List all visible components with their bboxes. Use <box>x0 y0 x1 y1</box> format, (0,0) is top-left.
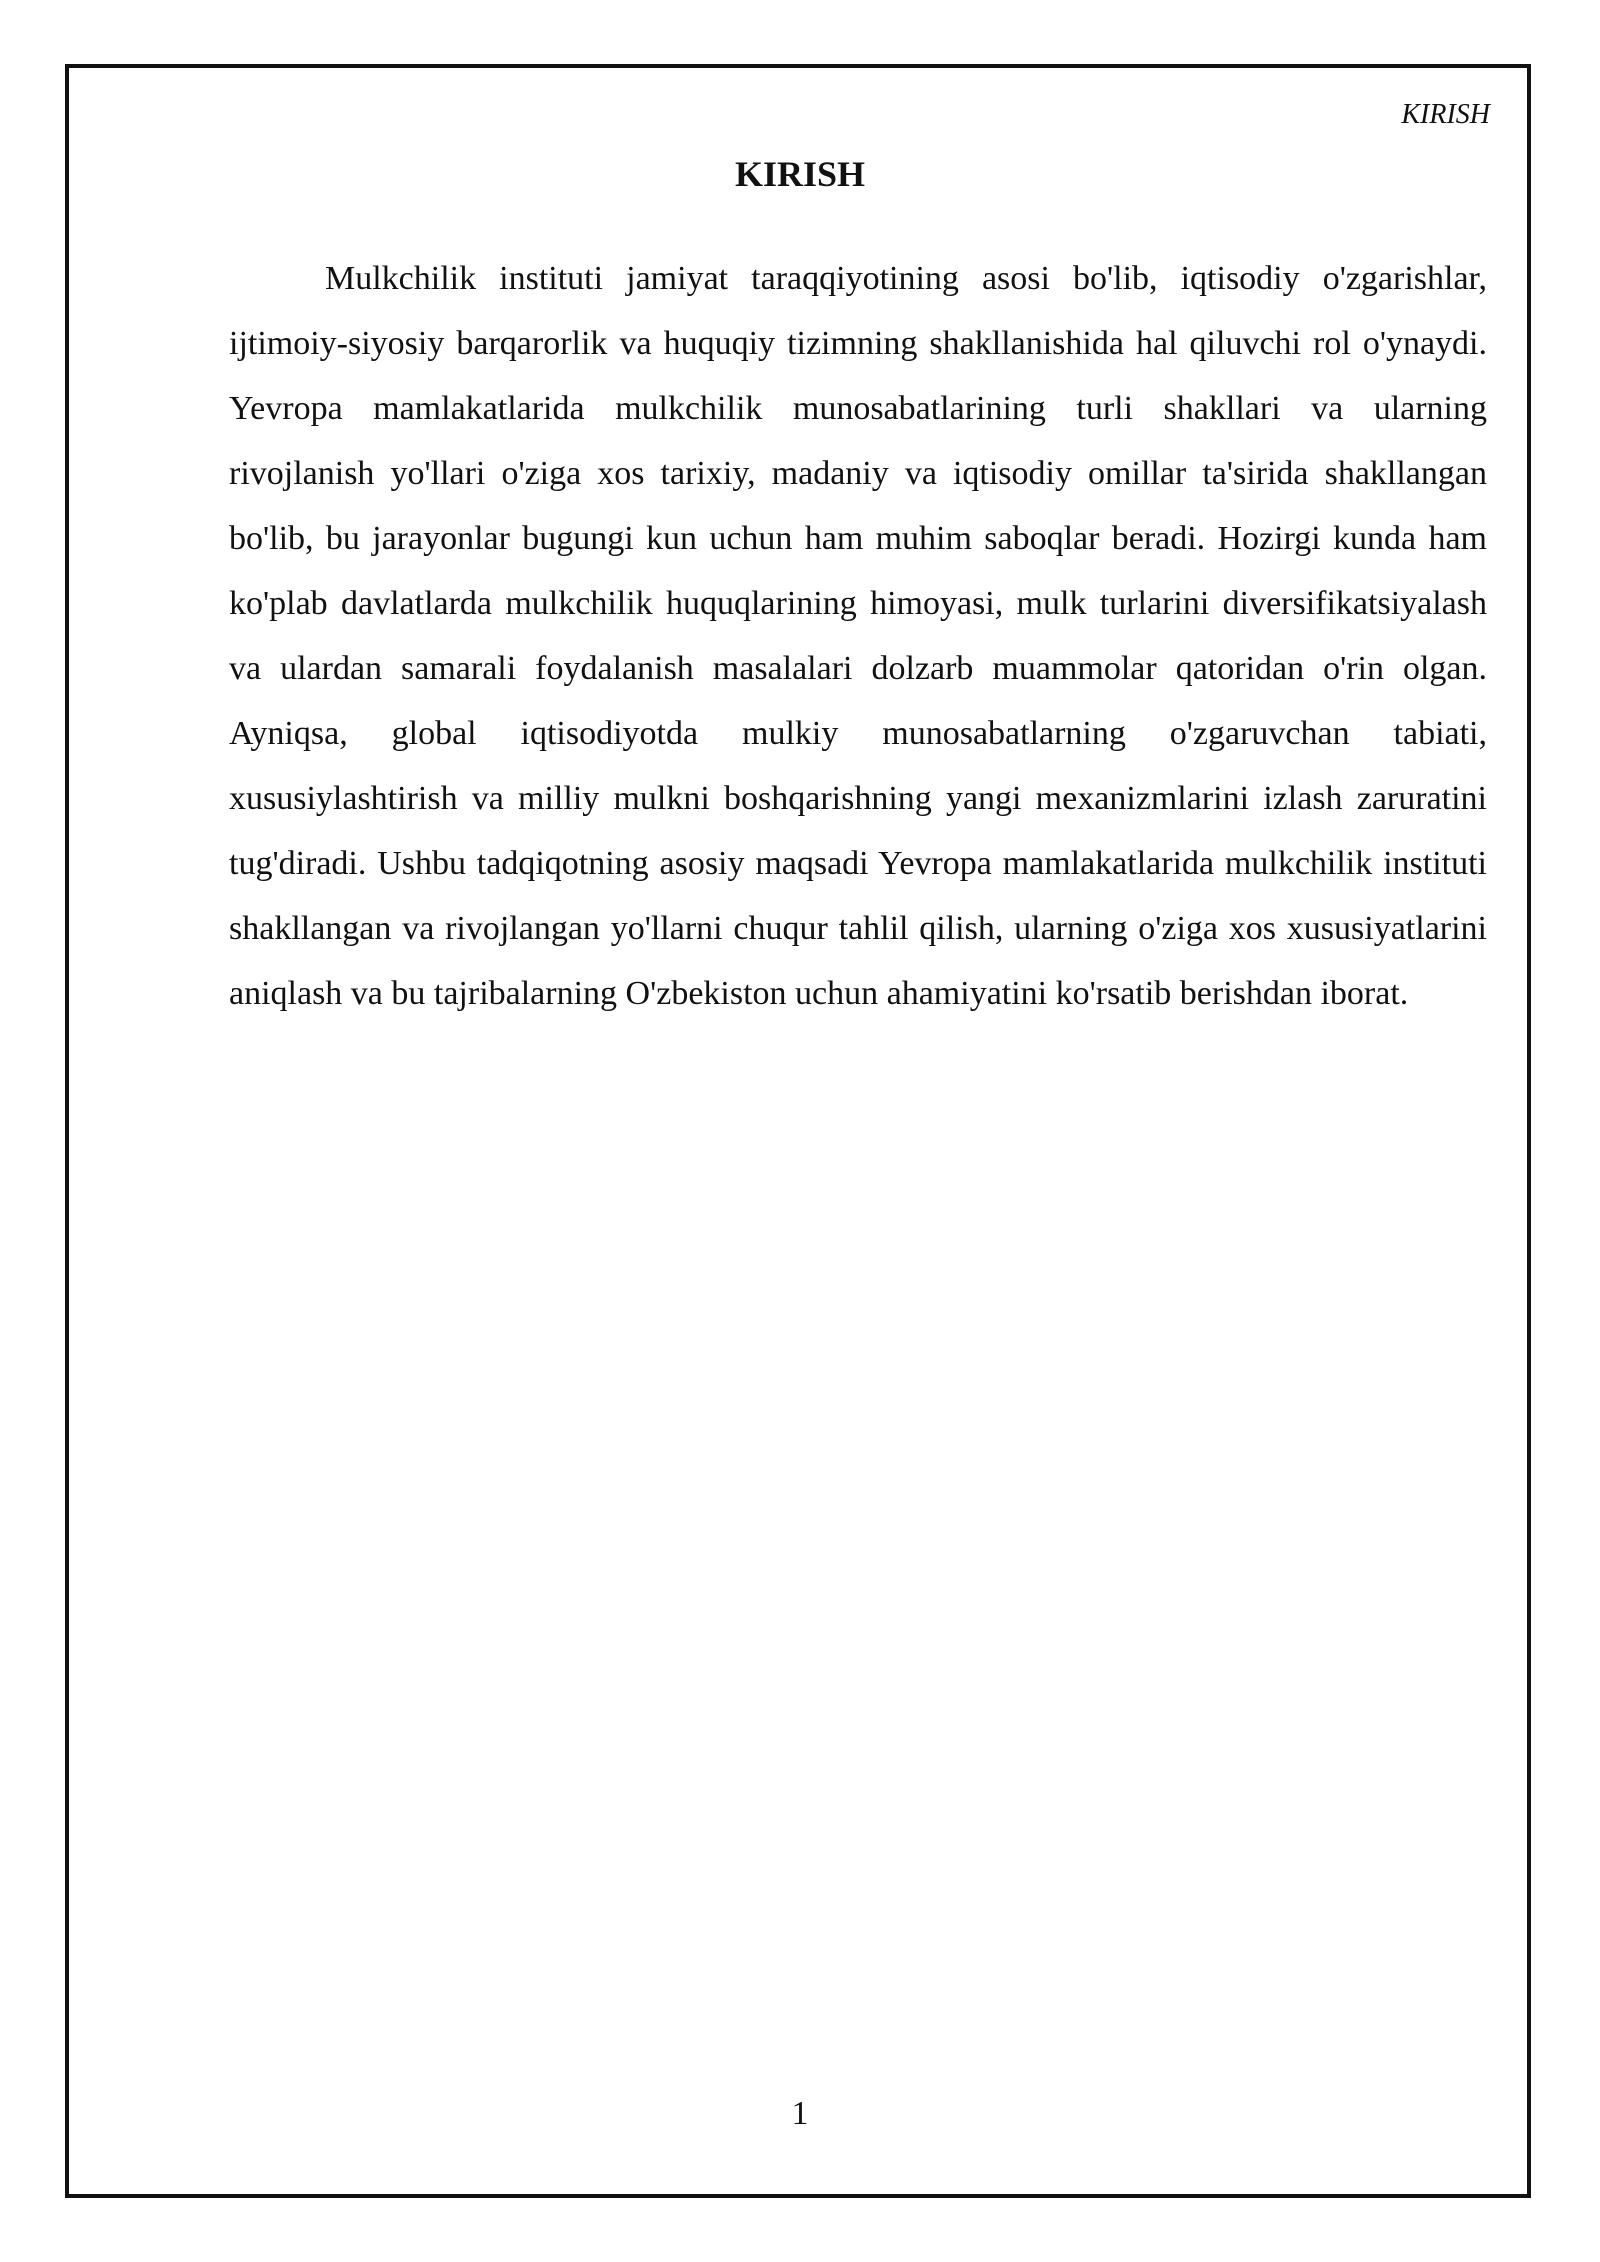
page-title: KIRISH <box>734 154 866 194</box>
running-header: KIRISH <box>1401 99 1490 130</box>
page-number: 1 <box>791 2095 809 2132</box>
body-paragraph: Mulkchilik instituti jamiyat taraqqiyotining asosi bo'lib, iqtisodiy o'zgarishlar, ijtimoiy-siyosiy barqarorlik va huquqiy tizimning shakllanishida hal qiluvchi rol o'ynaydi. Yevropa mamlakatlarida mulkchilik munosabatlarining turli shakllari va ularning rivojlanish yo'llari o'ziga xos tarixiy, madaniy va iqtisodiy omillar ta'sirida shakllangan bo'lib, bu jarayonlar bugungi kun uchun ham muhim saboqlar beradi. Hozirgi kunda ham ko'plab davlatlarda mulkchilik huquqlarining himoyasi, mulk turlarini diversifikatsiyalash va ulardan samarali foydalanish masalalari dolzarb muammolar qatoridan o'rin olgan. Ayniqsa, global iqtisodiyotda mulkiy munosabatlarning o'zgaruvchan tabiati, xususiylashtirish va milliy mulkni boshqarishning yangi mexanizmlarini izlash zaruratini tug'diradi. Ushbu tadqiqotning asosiy maqsadi Yevropa mamlakatlarida mulkchilik instituti shakllangan va rivojlangan yo'llarni chuqur tahlil qilish, ularning o'ziga xos xususiyatlarini aniqlash va bu tajribalarning O'zbekiston uchun ahamiyatini ko'rsatib berishdan iborat. <box>229 260 1487 1012</box>
